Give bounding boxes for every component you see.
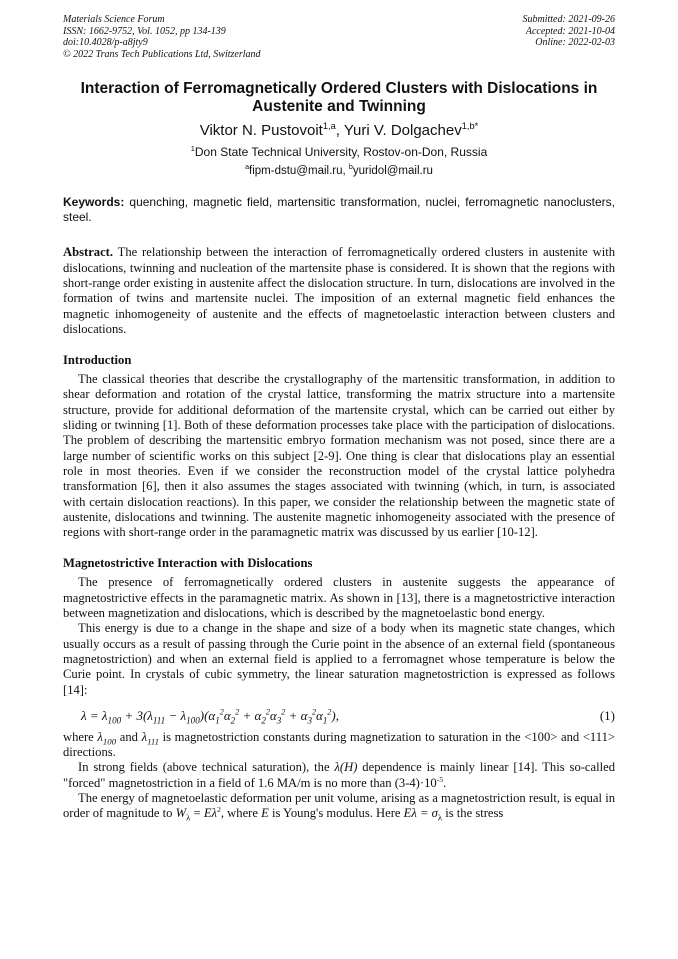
keywords-label: Keywords:: [63, 195, 125, 210]
math-symbol: λ(H): [334, 760, 358, 775]
abstract-label: Abstract.: [63, 245, 114, 260]
keywords: [63, 195, 615, 225]
math-symbol: W: [175, 806, 187, 821]
math-symbol: E: [261, 806, 269, 821]
text-span: and: [116, 729, 142, 744]
author-separator: ,: [335, 122, 344, 140]
email-marker: b: [348, 163, 353, 172]
body-paragraph: [63, 791, 615, 822]
doi: doi:10.4028/p-a8jty9: [63, 37, 148, 49]
body-paragraph: [63, 760, 615, 791]
publication-dates: [523, 14, 616, 60]
exponent: 2: [216, 805, 221, 815]
text-span: dependence is mainly linear [14]. This so-called "forced" magnetostriction in a field of 1.6 MA/m is no more than (3-4)·10: [63, 760, 615, 790]
subscript: λ: [186, 812, 191, 823]
author-name: Viktor N. Pustovoit: [199, 122, 323, 140]
equation-formula: $\lambda = \lambda_{100} + 3(\lambda_{111} - \lambda_{100})(\alpha_1^2\alpha_2^2 + \alpha_2^2\alpha_3^2 + \alpha_3^2\alpha_1^2)$,: [81, 707, 340, 726]
math-symbol: Eλ: [203, 806, 217, 821]
body-paragraph: The presence of ferromagnetically ordered clusters in austenite suggests the appearance of magnetostrictive effects in the paramagnetic matrix. As shown in [13], there is a magnetostrictive interaction between magnetization and dislocations, which is described by the magnetoelastic bond energy.: [63, 575, 615, 621]
affiliation-marker: 1: [190, 144, 195, 154]
math-symbol: Eλ = σ: [403, 806, 438, 821]
affiliation: [63, 145, 615, 159]
text-span: .: [443, 775, 447, 790]
email-link[interactable]: yuridol@mail.ru: [352, 165, 433, 178]
text-span: =: [190, 806, 204, 821]
equation-number: (1): [599, 707, 615, 723]
page-header: [63, 14, 615, 60]
journal-info: [63, 14, 261, 60]
copyright: © 2022 Trans Tech Publications Ltd, Switzerland: [63, 48, 261, 60]
affiliation-text: Don State Technical University, Rostov-on-Don, Russia: [194, 145, 488, 160]
keywords-text: quenching, magnetic field, martensitic transformation, nuclei, ferromagnetic nanoclusters, steel.: [63, 195, 615, 225]
author-name: Yuri V. Dolgachev: [343, 122, 462, 140]
math-symbol: $\lambda_{111}$: [141, 729, 159, 747]
math-symbol: $\lambda_{100}$: [97, 729, 117, 747]
abstract: [63, 245, 615, 337]
email-link[interactable]: fipm-dstu@mail.ru,: [249, 165, 349, 178]
section-heading-introduction: Introduction: [63, 353, 132, 368]
equation-1: [63, 708, 615, 724]
text-span: The energy of magnetoelastic deformation per unit volume, arising as a magnetostriction result, is equal in order of magnitude to: [63, 790, 615, 821]
paper-title: Interaction of Ferromagnetically Ordered Clusters with Dislocations in Austenite and Twinning: [80, 80, 598, 116]
section-heading-magnetostrictive: Magnetostrictive Interaction with Dislocations: [63, 556, 313, 571]
text-span: where: [63, 729, 98, 744]
introduction-paragraph: The classical theories that describe the crystallography of the martensitic transformation, in addition to shear deformation and rotation of the crystal lattice, transforming the matrix structure into a martensite structure, provide for additional deformation of the martensite crystal, which can be carried out either by sliding or twinning [1]. Both of these deformation processes take place with the participation of dislocations. The problem of describing the martensitic embryo formation mechanism was not posed, since there are a large number of scientific works on this subject [2-9]. One thing is clear that dislocations play an essential role in most theories. Even if we consider the reconstruction model of the crystal lattice polyhedra transformation [6], then it also assumes the stages associated with twinning (which, in turn, is associated with certain dislocation reactions). In this paper, we consider the relationship between the magnetic state of austenite, dislocations and twinning. The austenite magnetic inhomogeneity associated with the presence of regions with short-range order in the paramagnetic matrix was discussed by us earlier [10-12].: [63, 372, 615, 540]
online-date: Online: 2022-02-03: [535, 37, 615, 49]
exponent: -5: [436, 774, 444, 784]
subscript: λ: [437, 812, 443, 823]
text-span: is Young's modulus. Here: [268, 806, 404, 821]
author-affiliation-marker: 1,a: [322, 121, 336, 132]
abstract-text: The relationship between the interaction of ferromagnetically ordered clusters in austenite with dislocations, twinning and nucleation of the martensite phase is considered. It is shown that the regions with short-range order existing in austenite affect the dislocation structure. In turn, dislocations are involved in the formation of twins and martensite nuclei. The imposition of an external magnetic field enhances the magnetic inhomogeneity of austenite and the effects of magnetoelastic interaction between clusters and dislocations.: [63, 245, 615, 336]
paper-page: [63, 14, 615, 822]
body-paragraph: [63, 730, 615, 761]
text-span: is magnetostriction constants during magnetization to saturation in the <100> and <111> directions.: [63, 729, 615, 760]
email-marker: a: [245, 163, 250, 172]
submitted-date: Submitted: 2021-09-26: [522, 14, 615, 25]
author-emails: [63, 165, 615, 177]
author-list: [63, 122, 615, 139]
issn: ISSN: 1662-9752, Vol. 1052, pp 134-139: [63, 25, 226, 37]
author-affiliation-marker: 1,b*: [461, 121, 479, 132]
text-span: is the stress: [442, 806, 504, 821]
accepted-date: Accepted: 2021-10-04: [525, 25, 615, 37]
body-paragraph: This energy is due to a change in the shape and size of a body when its magnetic state changes, which usually occurs as a result of passing through the Curie point in the absence of an external field (spontaneous magnetostriction) and when an external field is applied to a ferromagnet whose temperature is below the Curie point. In crystals of cubic symmetry, the linear saturation magnetostriction is expressed as follows [14]:: [63, 621, 615, 697]
text-span: , where: [220, 806, 262, 821]
journal-name: Materials Science Forum: [63, 14, 165, 25]
text-span: In strong fields (above technical saturation), the: [78, 760, 335, 775]
